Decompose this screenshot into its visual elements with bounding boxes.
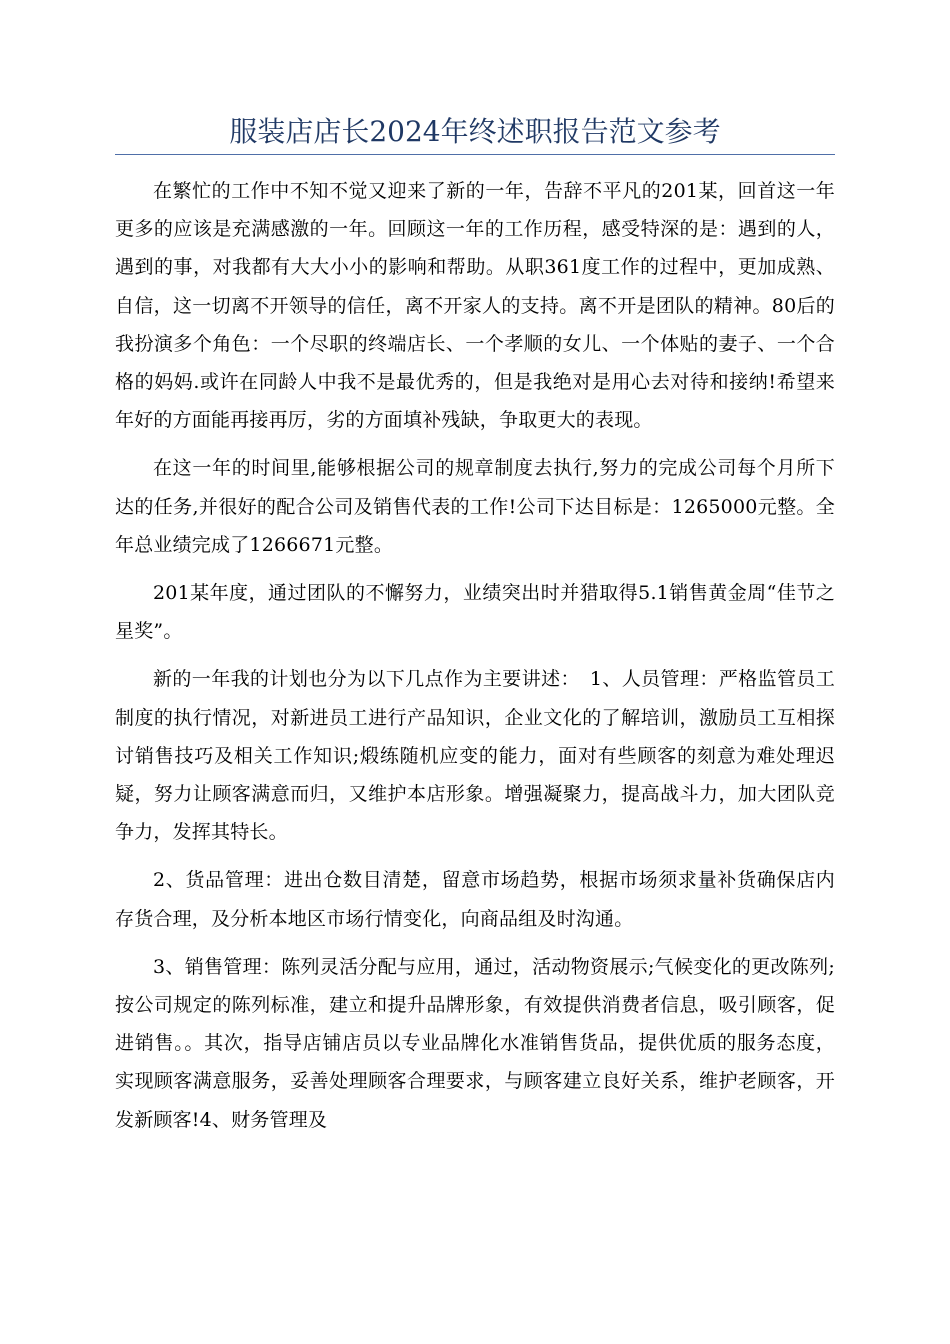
document-body	[115, 172, 835, 1149]
paragraph-5: 2、货品管理：进出仓数目清楚，留意市场趋势，根据市场须求量补货确保店内存货合理，及分析本地区市场行情变化，向商品组及时沟通。	[115, 869, 835, 930]
title-underline	[115, 154, 835, 155]
paragraph-3: 201某年度，通过团队的不懈努力，业绩突出时并猎取得5.1销售黄金周“佳节之星奖”。	[115, 582, 835, 643]
paragraph-4: 新的一年我的计划也分为以下几点作为主要讲述： 1、人员管理：严格监管员工制度的执行情况，对新进员工进行产品知识，企业文化的了解培训，激励员工互相探讨销售技巧及相关工作知识;煅练随机应变的能力，面对有些顾客的刻意为难处理迟疑，努力让顾客满意而归，又维护本店形象。增强凝聚力，提高战斗力，加大团队竞争力，发挥其特长。	[115, 668, 835, 844]
paragraph-6: 3、销售管理：陈列灵活分配与应用，通过，活动物资展示;气候变化的更改陈列;按公司规定的陈列标准，建立和提升品牌形象，有效提供消费者信息，吸引顾客，促进销售。。其次，指导店铺店员以专业品牌化水准销售货品，提供优质的服务态度，实现顾客满意服务，妥善处理顾客合理要求，与顾客建立良好关系，维护老顾客，开发新顾客!4、财务管理及	[115, 955, 835, 1131]
paragraph-2: 在这一年的时间里,能够根据公司的规章制度去执行,努力的完成公司每个月所下达的任务,并很好的配合公司及销售代表的工作!公司下达目标是：1265000元整。全年总业绩完成了1266671元整。	[115, 457, 835, 556]
document-title: 服装店店长2024年终述职报告范文参考	[229, 115, 721, 148]
paragraph-1: 在繁忙的工作中不知不觉又迎来了新的一年，告辞不平凡的201某，回首这一年更多的应该是充满感激的一年。回顾这一年的工作历程，感受特深的是：遇到的人，遇到的事，对我都有大大小小的影响和帮助。从职361度工作的过程中，更加成熟、自信，这一切离不开领导的信任，离不开家人的支持。离不开是团队的精神。80后的我扮演多个角色：一个尽职的终端店长、一个孝顺的女儿、一个体贴的妻子、一个合格的妈妈.或许在同龄人中我不是最优秀的，但是我绝对是用心去对待和接纳!希望来年好的方面能再接再厉，劣的方面填补残缺，争取更大的表现。	[115, 180, 835, 432]
